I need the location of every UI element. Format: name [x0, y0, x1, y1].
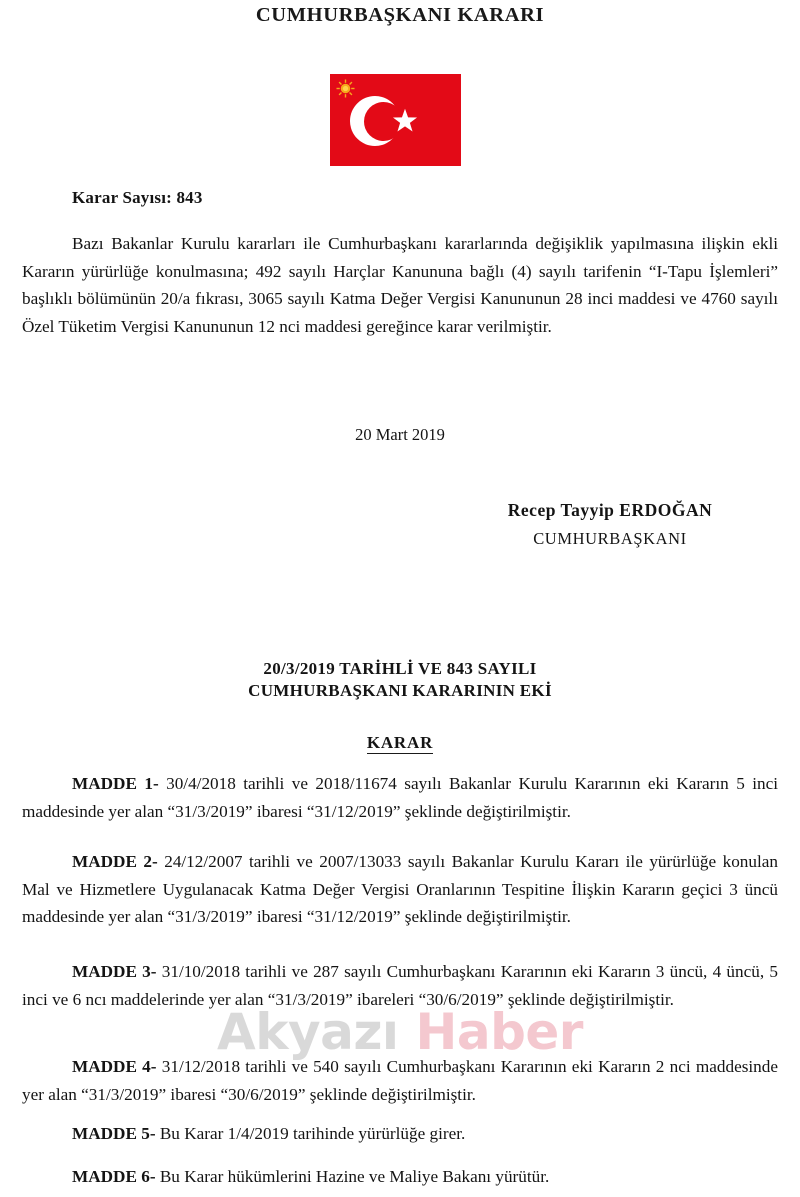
article-5-text: Bu Karar 1/4/2019 tarihinde yürürlüğe girer. — [155, 1124, 466, 1143]
decision-date: 20 Mart 2019 — [355, 425, 445, 444]
article-3-label: MADDE 3- — [72, 962, 157, 981]
signatory-role: CUMHURBAŞKANI — [533, 529, 687, 548]
article-1 — [22, 770, 778, 825]
article-1-text: 30/4/2018 tarihli ve 2018/11674 sayılı Bakanlar Kurulu Kararının eki Kararın 5 inci maddesinde yer alan “31/3/2019” ibaresi “31/12/2019” şeklinde değiştirilmiştir. — [22, 774, 778, 821]
decision-number: Karar Sayısı: 843 — [72, 188, 203, 207]
intro-paragraph: Bazı Bakanlar Kurulu kararları ile Cumhurbaşkanı kararlarında değişiklik yapılmasına ilişkin ekli Kararın yürürlüğe konulmasına; 492 sayılı Harçlar Kanununa bağlı (4) sayılı tarifenin “I-Tapu İşlemleri” başlıklı bölümünün 20/a fıkrası, 3065 sayılı Katma Değer Vergisi Kanununun 28 inci maddesi ve 4760 sayılı Özel Tüketim Vergisi Kanununun 12 nci maddesi gereğince karar verilmiştir. — [22, 234, 778, 336]
annex-section-title — [0, 733, 800, 753]
watermark-part-one: Akyazı — [217, 1003, 399, 1061]
flag-field — [330, 74, 461, 166]
article-1-label: MADDE 1- — [72, 774, 159, 793]
article-4-text: 31/12/2018 tarihli ve 540 sayılı Cumhurbaşkanı Kararının eki Kararın 2 nci maddesinde yer alan “31/3/2019” ibaresi “30/6/2019” şeklinde değiştirilmiştir. — [22, 1057, 778, 1104]
sun-emblem-icon — [336, 79, 355, 98]
article-5-label: MADDE 5- — [72, 1124, 156, 1143]
turkish-flag — [330, 74, 461, 166]
signatory-name: Recep Tayyip ERDOĞAN — [507, 500, 713, 520]
article-4-label: MADDE 4- — [72, 1057, 157, 1076]
annex-heading-line-2: CUMHURBAŞKANI KARARININ EKİ — [248, 681, 552, 700]
article-2-label: MADDE 2- — [72, 852, 158, 871]
annex-heading-line-1: 20/3/2019 TARİHLİ VE 843 SAYILI — [263, 659, 537, 678]
article-2-text: 24/12/2007 tarihli ve 2007/13033 sayılı Bakanlar Kurulu Kararı ile yürürlüğe konulan Mal ve Hizmetlere Uygulanacak Katma Değer Vergisi Oranlarının Tespitine İlişkin Kararın geçici 3 üncü maddesinde yer alan “31/3/2019” ibaresi “31/12/2019” şeklinde değiştirilmiştir. — [22, 852, 778, 926]
article-5 — [22, 1120, 778, 1148]
page-title: CUMHURBAŞKANI KARARI — [255, 4, 545, 26]
article-6 — [22, 1163, 778, 1191]
signature-block — [420, 500, 800, 549]
article-4 — [22, 1053, 778, 1108]
article-6-label: MADDE 6- — [72, 1167, 156, 1186]
article-3 — [22, 958, 778, 1013]
annex-heading — [0, 658, 800, 702]
article-3-text: 31/10/2018 tarihli ve 287 sayılı Cumhurbaşkanı Kararının eki Kararın 3 üncü, 4 üncü, 5 inci ve 6 ncı maddelerinde yer alan “31/3/2019” ibareleri “30/6/2019” şeklinde değiştirilmiştir. — [22, 962, 778, 1009]
watermark-part-two: Haber — [415, 1003, 583, 1061]
annex-section-title-text: KARAR — [366, 733, 434, 752]
article-6-text: Bu Karar hükümlerini Hazine ve Maliye Bakanı yürütür. — [155, 1167, 550, 1186]
star-icon — [392, 108, 418, 134]
article-2 — [22, 848, 778, 931]
